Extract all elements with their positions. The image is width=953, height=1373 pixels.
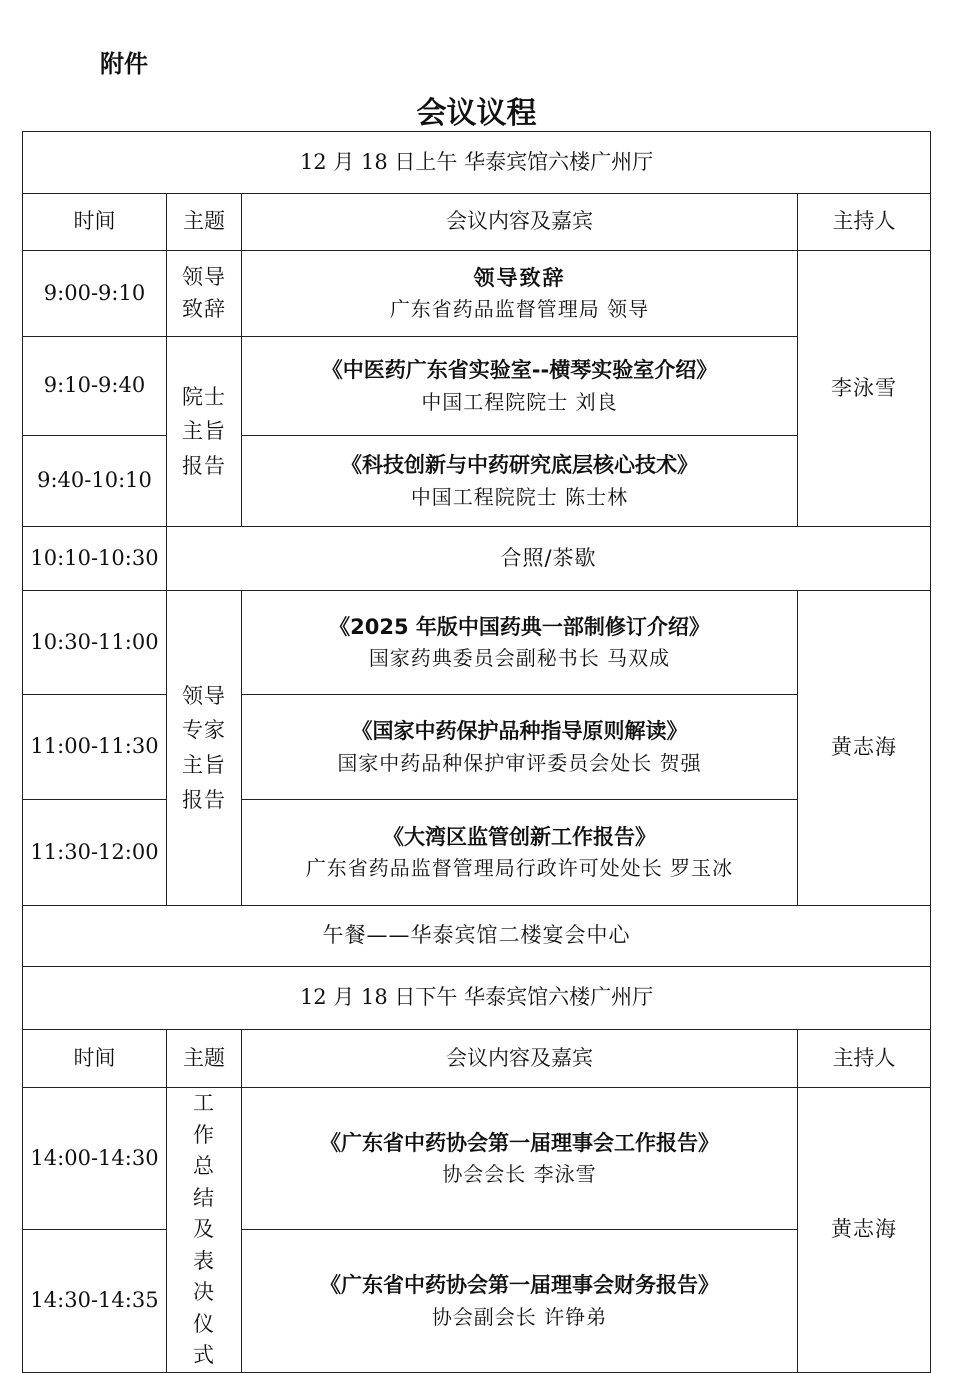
time-cell: 11:00-11:30: [23, 695, 167, 800]
time-cell: 9:40-10:10: [23, 436, 167, 527]
table-row: [23, 695, 931, 800]
time-cell: 9:10-9:40: [23, 337, 167, 436]
topic-text: 院士主旨报告: [182, 384, 226, 478]
column-header-time: 时间: [23, 194, 167, 251]
table-row: [23, 436, 931, 527]
page-title: 会议议程: [416, 96, 537, 131]
talk-title: 《2025 年版中国药典一部制修订介绍》: [329, 614, 710, 639]
time-cell: 9:00-9:10: [23, 251, 167, 337]
content-cell: [242, 436, 798, 527]
content-cell: [242, 800, 798, 906]
time-cell: 10:30-11:00: [23, 591, 167, 695]
talk-title: 领导致辞: [473, 265, 566, 290]
host-cell: 黄志海: [798, 591, 931, 906]
content-cell: [242, 695, 798, 800]
agenda-table: [22, 131, 931, 1373]
content-cell: [242, 591, 798, 695]
column-header-content: 会议内容及嘉宾: [242, 194, 798, 251]
time-cell: 14:00-14:30: [23, 1088, 167, 1230]
talk-title: 《科技创新与中药研究底层核心技术》: [341, 453, 698, 478]
time-cell: 14:30-14:35: [23, 1230, 167, 1372]
attachment-label: 附件: [100, 50, 148, 78]
column-header-topic: 主题: [167, 194, 242, 251]
speaker: 中国工程院院士 刘良: [421, 389, 618, 414]
host-cell: 黄志海: [798, 1088, 931, 1373]
talk-title: 《广东省中药协会第一届理事会财务报告》: [320, 1273, 719, 1298]
column-header-host: 主持人: [798, 194, 931, 251]
speaker: 国家中药品种保护审评委员会处长 贺强: [337, 750, 702, 775]
afternoon-session-header-row: [23, 967, 931, 1030]
break-label: 合照/茶歇: [167, 527, 931, 591]
content-cell: [242, 1088, 798, 1230]
morning-session-header-row: [23, 132, 931, 194]
talk-title: 《广东省中药协会第一届理事会工作报告》: [320, 1130, 719, 1155]
speaker: 广东省药品监督管理局行政许可处处长 罗玉冰: [305, 856, 734, 881]
break-row: [23, 527, 931, 591]
content-cell: [242, 251, 798, 337]
column-header-host: 主持人: [798, 1030, 931, 1088]
topic-cell: [167, 337, 242, 527]
morning-session-header: 12 月 18 日上午 华泰宾馆六楼广州厅: [23, 132, 931, 194]
topic-text: 领导致辞: [182, 265, 226, 321]
table-row: [23, 591, 931, 695]
time-cell: 10:10-10:30: [23, 527, 167, 591]
content-cell: [242, 1230, 798, 1372]
speaker: 广东省药品监督管理局 领导: [389, 297, 650, 322]
column-header-content: 会议内容及嘉宾: [242, 1030, 798, 1088]
talk-title: 《中医药广东省实验室--横琴实验室介绍》: [321, 358, 718, 383]
speaker: 协会副会长 许铮弟: [431, 1304, 608, 1329]
column-header-time: 时间: [23, 1030, 167, 1088]
topic-text: 领导专家主旨报告: [182, 683, 226, 812]
column-header-row: [23, 1030, 931, 1088]
talk-title: 《国家中药保护品种指导原则解读》: [351, 719, 688, 744]
lunch-row: [23, 906, 931, 967]
table-row: [23, 337, 931, 436]
topic-cell: [167, 591, 242, 906]
speaker: 中国工程院院士 陈士林: [410, 484, 629, 509]
speaker: 协会会长 李泳雪: [442, 1162, 597, 1187]
table-row: [23, 1230, 931, 1372]
time-cell: 11:30-12:00: [23, 800, 167, 906]
topic-cell: [167, 251, 242, 337]
host-cell: 李泳雪: [798, 251, 931, 527]
topic-text: 工作总结及表决仪式: [193, 1091, 215, 1367]
column-header-topic: 主题: [167, 1030, 242, 1088]
afternoon-session-header: 12 月 18 日下午 华泰宾馆六楼广州厅: [23, 967, 931, 1030]
topic-cell: [167, 1088, 242, 1373]
lunch-label: 午餐——华泰宾馆二楼宴会中心: [23, 906, 931, 967]
table-row: [23, 1088, 931, 1230]
talk-title: 《大湾区监管创新工作报告》: [383, 824, 656, 849]
speaker: 国家药典委员会副秘书长 马双成: [368, 646, 671, 671]
column-header-row: [23, 194, 931, 251]
table-row: [23, 800, 931, 906]
table-row: [23, 251, 931, 337]
content-cell: [242, 337, 798, 436]
